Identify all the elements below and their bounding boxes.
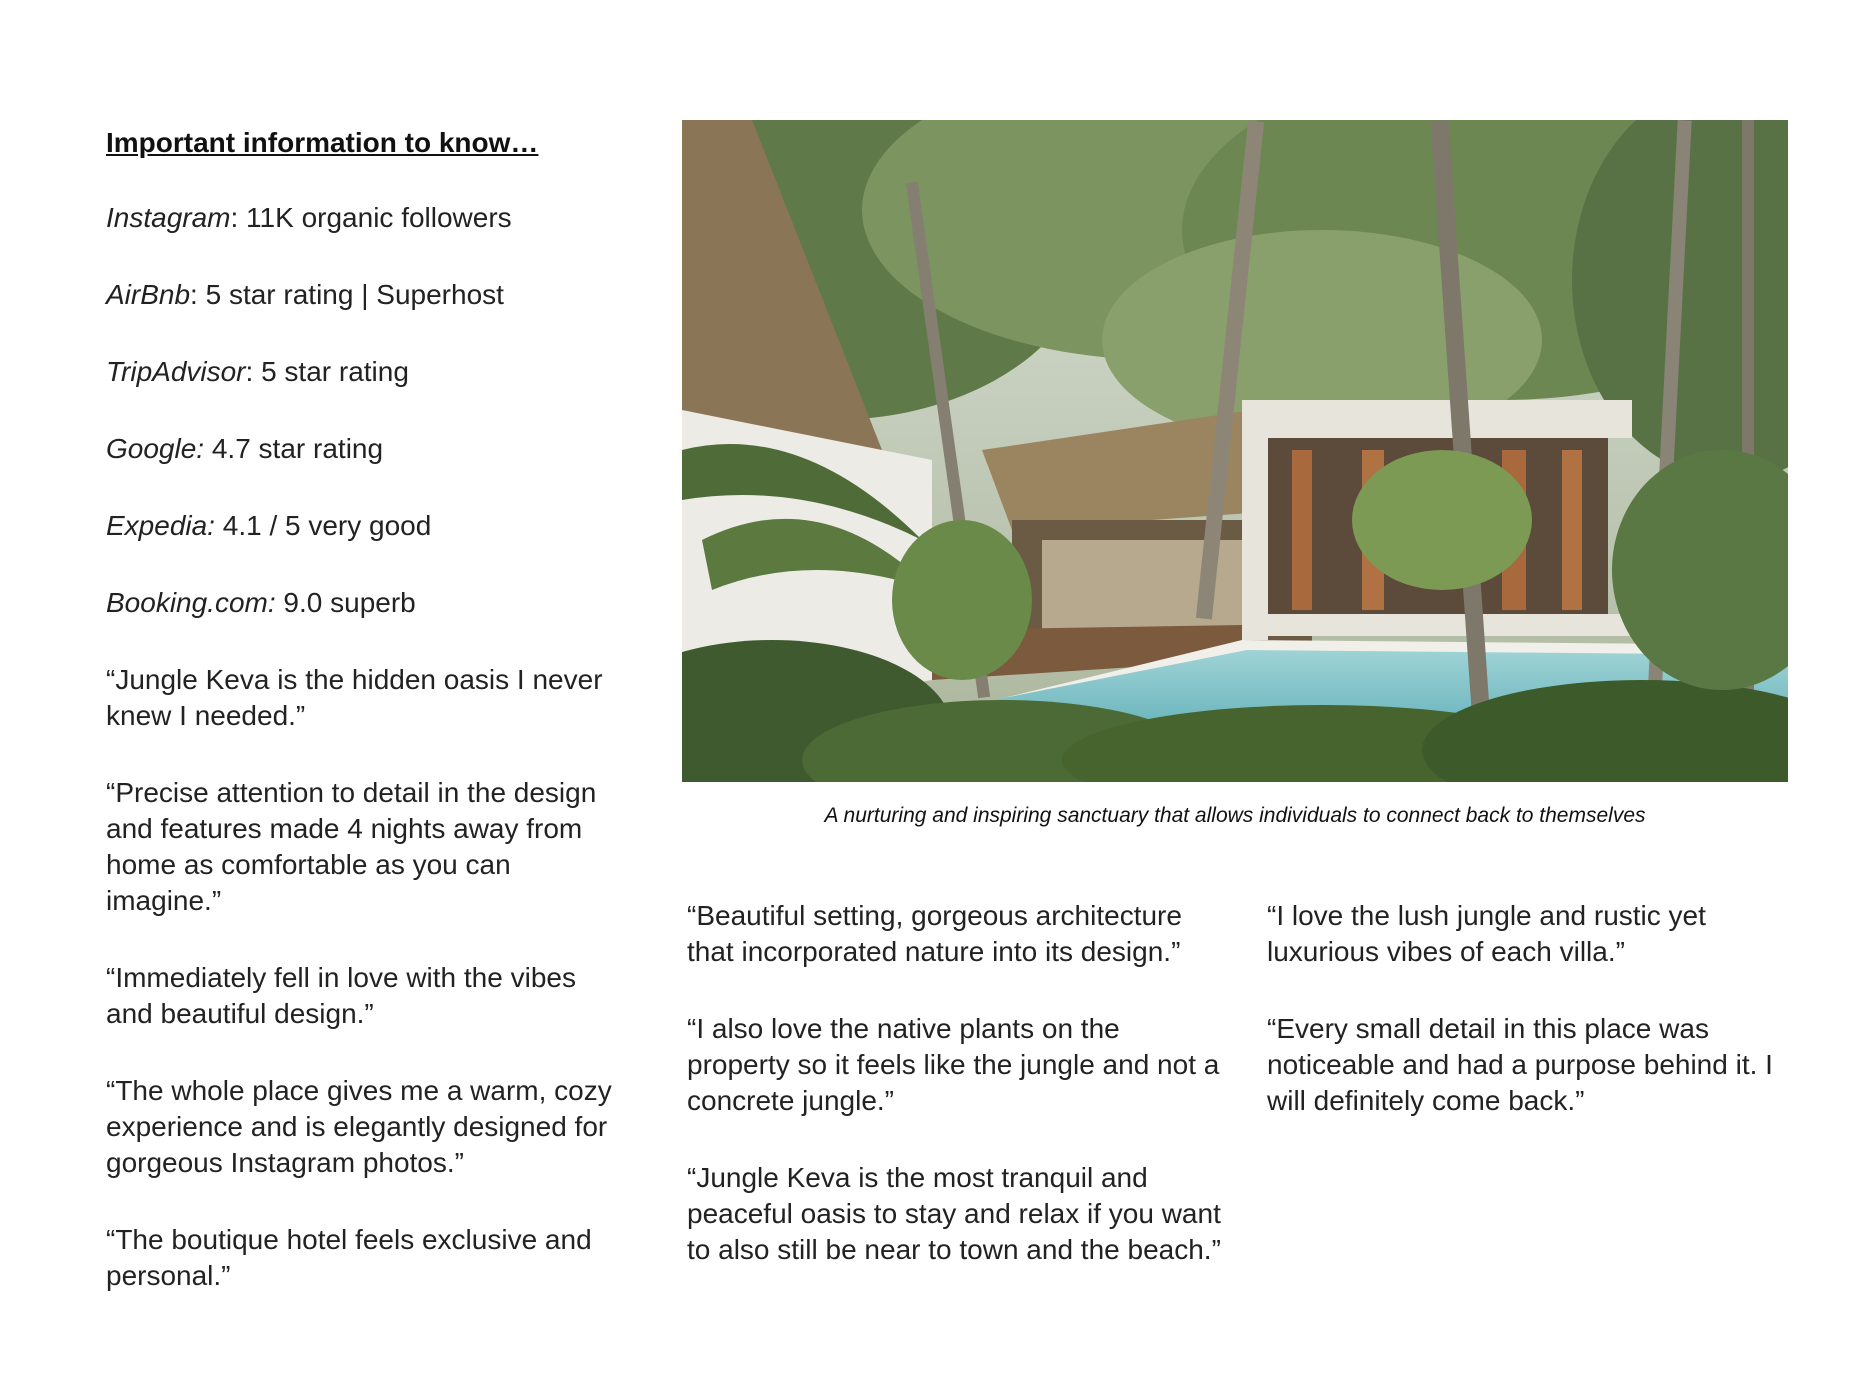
info-heading: Important information to know… — [106, 127, 539, 158]
stat-value: 5 star rating — [253, 356, 409, 387]
review-quote: “Jungle Keva is the most tranquil and peaceful oasis to stay and relax if you want to also still be near to town and the beach.” — [687, 1162, 1221, 1265]
stat-value: 5 star rating | Superhost — [197, 279, 504, 310]
review-quote: “The whole place gives me a warm, cozy experience and is elegantly designed for gorgeous Instagram photos.” — [106, 1075, 612, 1178]
review-quote: “The boutique hotel feels exclusive and personal.” — [106, 1224, 592, 1291]
stat-value: 4.1 / 5 very good — [214, 510, 432, 541]
review-column-right — [1267, 898, 1807, 1160]
stat-airbnb — [106, 277, 626, 313]
stat-tripadvisor — [106, 354, 626, 390]
review-quote: “I also love the native plants on the property so it feels like the jungle and not a concrete jungle.” — [687, 1013, 1220, 1116]
stat-value: 4.7 star rating — [204, 433, 384, 464]
stat-platform: Instagram — [106, 202, 231, 233]
stat-platform: TripAdvisor — [106, 356, 246, 387]
review-quote: “I love the lush jungle and rustic yet luxurious vibes of each villa.” — [1267, 900, 1706, 967]
info-column — [106, 125, 626, 1294]
stat-google — [106, 431, 626, 467]
jungle-pool-illustration — [682, 120, 1788, 782]
stat-platform: Expedia: — [106, 510, 215, 541]
review-quote: “Immediately fell in love with the vibes and beautiful design.” — [106, 962, 576, 1029]
stat-platform: AirBnb — [106, 279, 191, 310]
stat-separator: : — [230, 202, 239, 233]
stat-value: 9.0 superb — [275, 587, 416, 618]
stat-platform: Booking.com: — [106, 587, 276, 618]
review-quote: “Precise attention to detail in the design and features made 4 nights away from home as comfortable as you can imagine.” — [106, 777, 597, 916]
photo-caption: A nurturing and inspiring sanctuary that allows individuals to connect back to themselves — [824, 804, 1646, 827]
resort-photo — [682, 120, 1788, 782]
review-column-middle — [687, 898, 1227, 1309]
stat-value: 11K organic followers — [238, 202, 512, 233]
review-quote: “Jungle Keva is the hidden oasis I never knew I needed.” — [106, 664, 603, 731]
stat-instagram — [106, 200, 626, 236]
stat-separator: : — [245, 356, 254, 387]
stat-separator: : — [190, 279, 198, 310]
stat-expedia — [106, 508, 626, 544]
review-quote: “Beautiful setting, gorgeous architecture that incorporated nature into its design.” — [687, 900, 1182, 967]
stat-platform: Google: — [106, 433, 205, 464]
stat-booking — [106, 585, 626, 621]
review-quote: “Every small detail in this place was noticeable and had a purpose behind it. I will definitely come back.” — [1267, 1013, 1773, 1116]
